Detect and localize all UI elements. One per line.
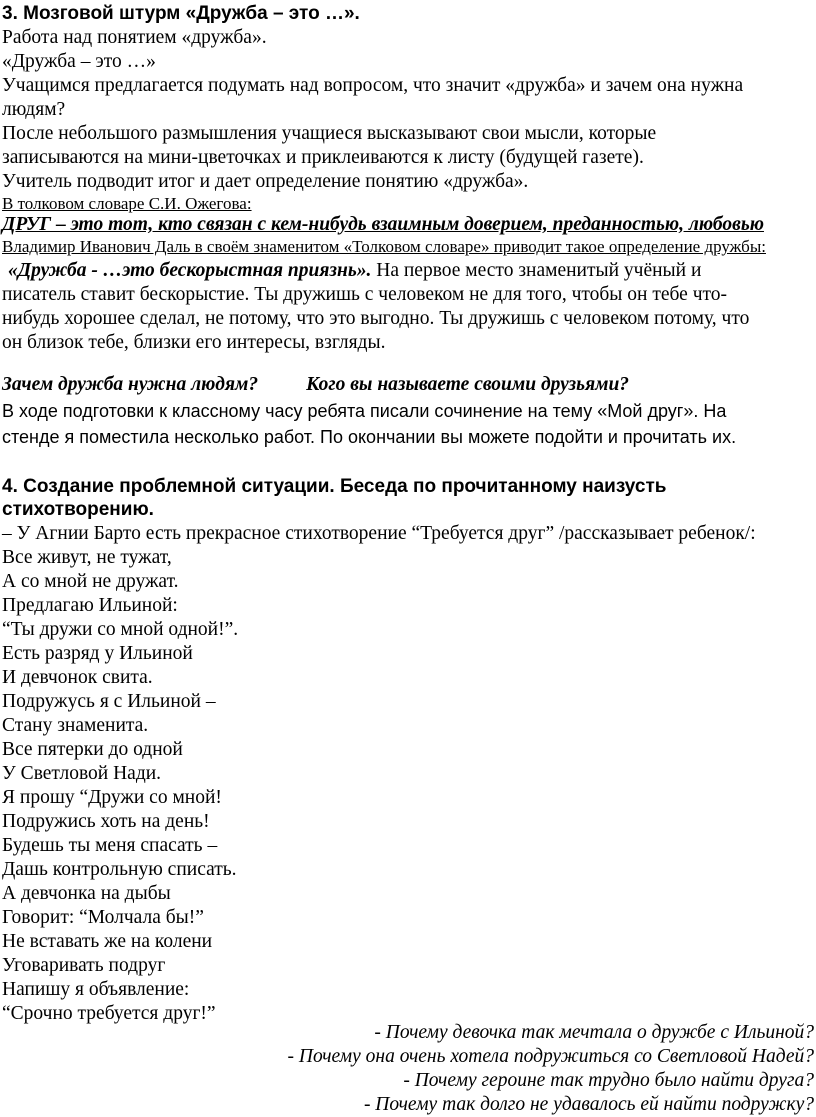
- poem-line: Будешь ты меня спасать –: [2, 835, 218, 856]
- poem-line: Подружись хоть на день!: [2, 811, 210, 832]
- friend-definition: ДРУГ – это тот, кто связан с кем-нибудь взаимным доверием, преданностью, любовью: [2, 214, 764, 235]
- text-line: В ходе подготовки к классному часу ребята писали сочинение на тему «Мой друг». На: [2, 401, 727, 421]
- poem-line: Все живут, не тужат,: [2, 547, 172, 568]
- text-line: стенде я поместила несколько работ. По окончании вы можете подойти и прочитать их.: [2, 427, 737, 447]
- section3-heading: 3. Мозговой штурм «Дружба – это …».: [2, 3, 360, 24]
- text-line: нибудь хорошее сделал, не потому, что это выгодно. Ты дружишь с человеком потому, что: [2, 308, 750, 329]
- poem-line: А девчонка на дыбы: [2, 883, 171, 904]
- section4-heading: 4. Создание проблемной ситуации. Беседа по прочитанному наизусть: [2, 476, 667, 497]
- poem-line: Предлагаю Ильиной:: [2, 595, 178, 616]
- poem-line: Я прошу “Дружи со мной!: [2, 787, 222, 808]
- text-line: После небольшого размышления учащиеся высказывают свои мысли, которые: [2, 123, 657, 144]
- text-line: записываются на мини-цветочках и приклеиваются к листу (будущей газете).: [2, 147, 644, 168]
- ozhegov-reference: В толковом словаре С.И. Ожегова:: [2, 194, 252, 213]
- poem-line: И девчонок свита.: [2, 667, 153, 688]
- poem-line: “Ты дружи со мной одной!”.: [2, 619, 239, 640]
- text-line: Учитель подводит итог и дает определение понятию «дружба».: [2, 171, 529, 192]
- discussion-question: - Почему она очень хотела подружиться со Светловой Надей?: [287, 1046, 814, 1067]
- dal-reference: Владимир Иванович Даль в своём знаменитом «Толковом словаре» приводит такое определение дружбы:: [2, 237, 766, 256]
- poem-line: Есть разряд у Ильиной: [2, 643, 193, 664]
- discussion-question: - Почему так долго не удавалось ей найти подружку?: [363, 1094, 814, 1115]
- dal-paragraph-line: [8, 259, 701, 283]
- text-line: писатель ставит бескорыстие. Ты дружишь с человеком не для того, чтобы он тебе что-: [2, 284, 728, 305]
- poem-line: А со мной не дружат.: [2, 571, 179, 592]
- text-line: Работа над понятием «дружба».: [2, 27, 267, 48]
- dal-quote: «Дружба - …это бескорыстная приязнь».: [8, 260, 372, 281]
- text-line: «Дружба – это …»: [2, 51, 156, 72]
- poem-line: Уговаривать подруг: [2, 955, 166, 976]
- poem-line: У Светловой Нади.: [2, 763, 162, 784]
- discussion-question: - Почему героине так трудно было найти друга?: [403, 1070, 814, 1091]
- text-line: Учащимся предлагается подумать над вопросом, что значит «дружба» и зачем она нужна: [2, 75, 744, 96]
- text-line: он близок тебе, близки его интересы, взгляды.: [2, 332, 386, 353]
- poem-line: Напишу я объявление:: [2, 979, 190, 1000]
- dal-text: На первое место знаменитый учёный и: [371, 260, 702, 281]
- poem-line: Стану знаменита.: [2, 715, 149, 736]
- question-why-friendship: Зачем дружба нужна людям?: [2, 374, 259, 395]
- poem-line: Все пятерки до одной: [2, 739, 183, 760]
- poem-intro: – У Агнии Барто есть прекрасное стихотворение “Требуется друг” /рассказывает ребенок/:: [2, 523, 756, 544]
- poem-line: Дашь контрольную списать.: [2, 859, 237, 880]
- poem-line: Подружусь я с Ильиной –: [2, 691, 216, 712]
- question-who-friends: Кого вы называете своими друзьями?: [306, 374, 630, 395]
- poem-line: “Срочно требуется друг!”: [2, 1003, 216, 1024]
- poem-line: Не вставать же на колени: [2, 931, 213, 952]
- section4-heading-cont: стихотворению.: [2, 499, 154, 520]
- poem-line: Говорит: “Молчала бы!”: [2, 907, 204, 928]
- question-line: [2, 373, 629, 397]
- discussion-question: - Почему девочка так мечтала о дружбе с Ильиной?: [374, 1022, 814, 1043]
- text-line: людям?: [2, 99, 66, 120]
